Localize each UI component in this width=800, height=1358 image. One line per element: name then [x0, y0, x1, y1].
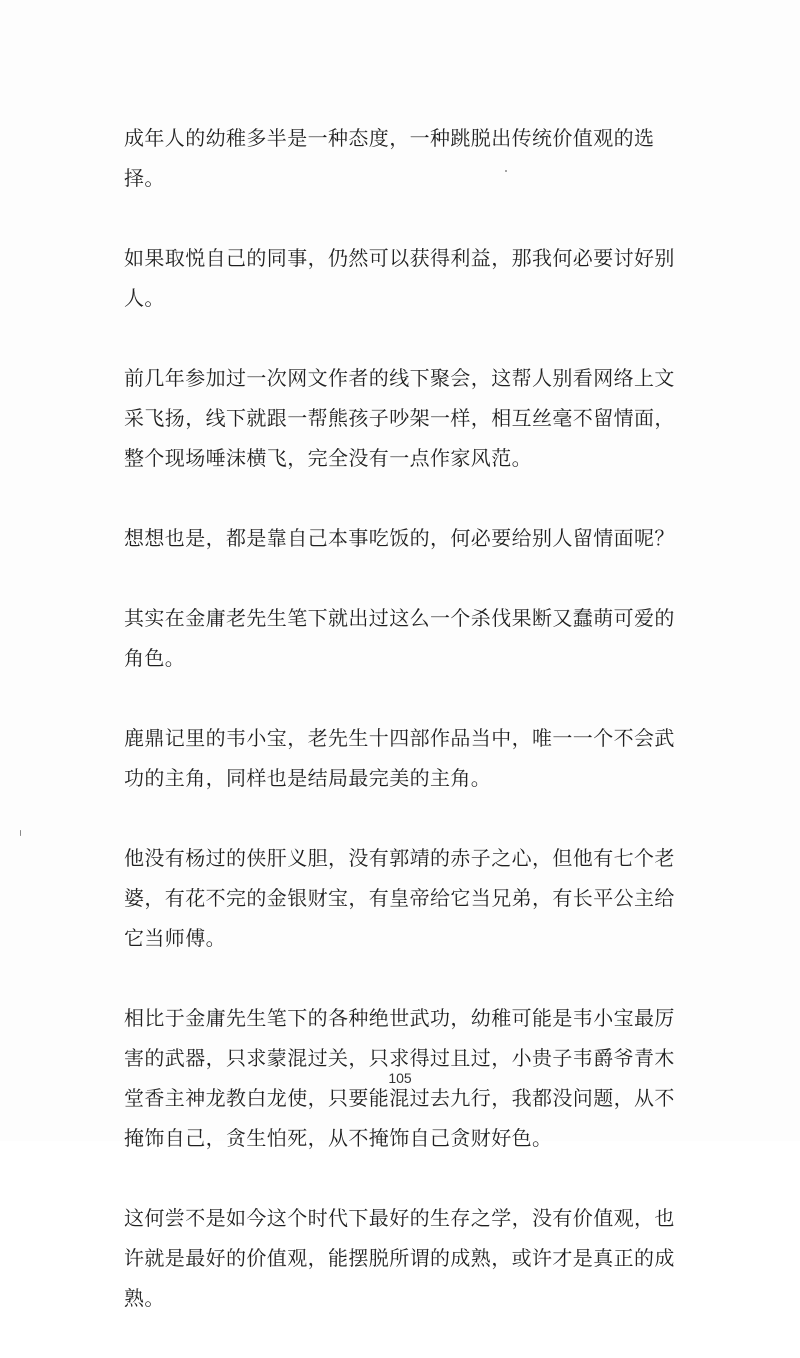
paragraph-3: 前几年参加过一次网文作者的线下聚会，这帮人别看网络上文采飞扬，线下就跟一帮熊孩子吵架一样，相互丝毫不留情面，整个现场唾沫横飞，完全没有一点作家风范。	[124, 366, 675, 470]
scan-speck	[20, 830, 21, 836]
paragraph-1: 成年人的幼稚多半是一种态度，一种跳脱出传统价值观的选择。	[124, 126, 655, 190]
paragraph-2: 如果取悦自己的同事，仍然可以获得利益，那我何必要讨好别人。	[124, 246, 675, 310]
body-text	[124, 118, 684, 1358]
page-number: 105	[388, 1070, 412, 1086]
paragraph-4: 想想也是，都是靠自己本事吃饭的，何必要给别人留情面呢？	[124, 526, 675, 550]
paragraph-5: 其实在金庸老先生笔下就出过这么一个杀伐果断又蠢萌可爱的角色。	[124, 606, 675, 670]
scan-speck	[505, 170, 507, 172]
paragraph-7: 他没有杨过的侠肝义胆，没有郭靖的赤子之心，但他有七个老婆，有花不完的金银财宝，有皇帝给它当兄弟，有长平公主给它当师傅。	[124, 846, 675, 950]
paragraph-8: 相比于金庸先生笔下的各种绝世武功，幼稚可能是韦小宝最厉害的武器，只求蒙混过关，只求得过且过，小贵子韦爵爷青木堂香主神龙教白龙使，只要能混过去九行，我都没问题，从不掩饰自己，贪生怕死，从不掩饰自己贪财好色。	[124, 1006, 675, 1150]
paragraph-6: 鹿鼎记里的韦小宝，老先生十四部作品当中，唯一一个不会武功的主角，同样也是结局最完美的主角。	[124, 726, 675, 790]
paragraph-9: 这何尝不是如今这个时代下最好的生存之学，没有价值观，也许就是最好的价值观，能摆脱所谓的成熟，或许才是真正的成熟。	[124, 1206, 675, 1310]
